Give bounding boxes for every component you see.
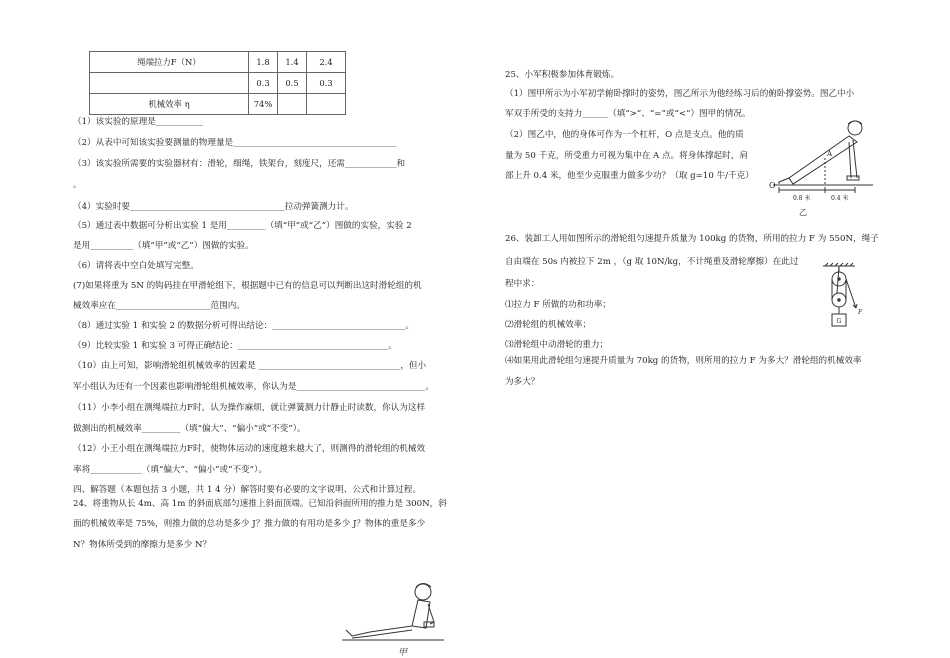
point-label-a: A bbox=[827, 150, 833, 158]
question-line: （1）该实验的原理是___________ bbox=[73, 117, 204, 127]
weight-label-g: G bbox=[836, 318, 842, 325]
table-row bbox=[90, 73, 346, 94]
figure-caption: 甲 bbox=[398, 648, 408, 658]
question-line: ⑵滑轮组的机械效率； bbox=[505, 320, 591, 330]
question-line: 率将____________（填“偏大”、“偏小”或“不变”）。 bbox=[73, 465, 267, 475]
question-line: （5）通过表中数据可分析出实验 1 是用_________（填“甲”或“乙”）图做的实验，实验 2 bbox=[73, 221, 412, 231]
table-cell: 1.4 bbox=[278, 52, 307, 73]
question-line: （10）由上可知，影响滑轮组机械效率的因素是 _________________________________，但小 bbox=[73, 361, 427, 371]
question-line: （2）从表中可知该实验要测量的物理量是______________________________________ bbox=[73, 138, 397, 148]
question-title: 25、小军积极参加体育锻炼。 bbox=[505, 70, 620, 80]
table-cell: 74% bbox=[249, 94, 278, 115]
question-line: 是用__________（填“甲”或“乙”）图做的实验。 bbox=[73, 241, 254, 251]
data-table bbox=[89, 51, 346, 115]
table-cell: 机械效率 η bbox=[90, 94, 249, 115]
question-line: 24、将重物从长 4m、高 1m 的斜面底部匀速推上斜面顶端。已知沿斜面所用的推力是 300N，斜 bbox=[73, 499, 447, 509]
question-line: （4）实验时要____________________________________拉动弹簧测力计。 bbox=[73, 202, 354, 212]
table-cell bbox=[307, 94, 346, 115]
question-line: ⑶滑轮组中动滑轮的重力； bbox=[505, 340, 609, 350]
question-line: 为多大？ bbox=[505, 377, 540, 387]
table-cell bbox=[278, 94, 307, 115]
distance-label: 0.4 米 bbox=[831, 195, 849, 202]
question-line: （11）小李小组在测绳端拉力F时，认为操作麻烦，就让弹簧测力计静止时读数，你认为这样 bbox=[73, 403, 426, 413]
table-cell: 0.3 bbox=[249, 73, 278, 94]
figure-pulley-system bbox=[815, 262, 865, 334]
question-line: （2）图乙中，他的身体可作为一个杠杆，O 点是支点。他的质 bbox=[505, 130, 744, 140]
left-column bbox=[73, 0, 453, 658]
question-line: ⑷如果用此滑轮组匀速提升质量为 70kg 的货物，则所用的拉力 F 为多大？滑轮组的机械效率 bbox=[505, 356, 862, 366]
table-cell: 2.4 bbox=[307, 52, 346, 73]
question-line: 军双手所受的支持力______（填“>”、“=”或“<”）图甲的情况。 bbox=[505, 109, 751, 119]
question-line: 军小组认为还有一个因素也影响滑轮组机械效率，你认为是______________________________。 bbox=[73, 382, 434, 392]
question-line: 做测出的机械效率_________（填“偏大”、“偏小”或“不变”）。 bbox=[73, 424, 306, 434]
table-cell: 0.5 bbox=[278, 73, 307, 94]
question-line: 。 bbox=[73, 180, 82, 190]
question-line: （8）通过实验 1 和实验 2 的数据分析可得出结论：_______________________________。 bbox=[73, 321, 415, 331]
question-line: （3）该实验所需要的实验器材有：滑轮，细绳，铁架台，刻度尺，还需____________和 bbox=[73, 159, 406, 169]
question-line: ⑴拉力 F 所做的功和功率； bbox=[505, 300, 611, 310]
table-cell bbox=[90, 73, 249, 94]
torso-shape bbox=[412, 600, 430, 628]
table-cell: 0.3 bbox=[307, 73, 346, 94]
question-line: N？物体所受到的摩擦力是多少 N？ bbox=[73, 540, 212, 550]
question-line: （1）图甲所示为小军初学俯卧撑时的姿势，图乙所示为他经练习后的俯卧撑姿势。图乙中小 bbox=[505, 89, 855, 99]
table-cell: 绳端拉力F（N） bbox=[90, 52, 249, 73]
question-line: （6）请将表中空白处填写完整。 bbox=[73, 261, 199, 271]
question-line: （9）比较实验 1 和实验 3 可得正确结论：___________________________________。 bbox=[73, 341, 397, 351]
question-line: (7)如果将重为 5N 的钩码挂在甲滑轮组下，根据题中已有的信息可以判断出这时滑轮组的机 bbox=[73, 281, 422, 291]
table-row bbox=[90, 94, 346, 115]
table-row bbox=[90, 52, 346, 73]
question-line: 量为 50 千克，所受重力可视为集中在 A 点。将身体撑起时，肩 bbox=[505, 151, 748, 161]
question-line: 面的机械效率是 75%，则推力做的总功是多少 J？推力做的有用功是多少 J？物体的重是多少 bbox=[73, 519, 426, 529]
figure-yi-pushup-lever bbox=[765, 118, 880, 218]
head-shape bbox=[415, 584, 431, 600]
distance-label: 0.8 米 bbox=[793, 195, 811, 202]
question-line: 械效率应在______________________范围内。 bbox=[73, 301, 245, 311]
figure-jia-pushup bbox=[340, 578, 450, 658]
force-label-f: F bbox=[858, 309, 863, 316]
figure-caption: 乙 bbox=[799, 208, 807, 217]
table-cell: 1.8 bbox=[249, 52, 278, 73]
head-shape bbox=[848, 121, 862, 135]
question-title: 26、装卸工人用如图所示的滑轮组匀速提升质量为 100kg 的货物，所用的拉力 F 为 550N，绳子 bbox=[505, 234, 879, 244]
pivot-label-o: O bbox=[769, 181, 776, 190]
question-line: 部上升 0.4 米，他至少克服重力做多少功？（取 g=10 牛/千克） bbox=[505, 171, 754, 181]
section-heading: 四、解答题（本题包括 3 小题，共 1 4 分）解答时要有必要的文字说明、公式和计算过程。 bbox=[73, 485, 422, 495]
question-line: 自由端在 50s 内被拉下 2m ，（g 取 10N/kg，不计绳重及滑轮摩擦）在此过 bbox=[505, 257, 799, 267]
question-line: 程中求： bbox=[505, 279, 540, 289]
question-line: （12）小王小组在测绳端拉力F时，使物体运动的速度越来越大了，则测得的滑轮组的机械效 bbox=[73, 444, 426, 454]
